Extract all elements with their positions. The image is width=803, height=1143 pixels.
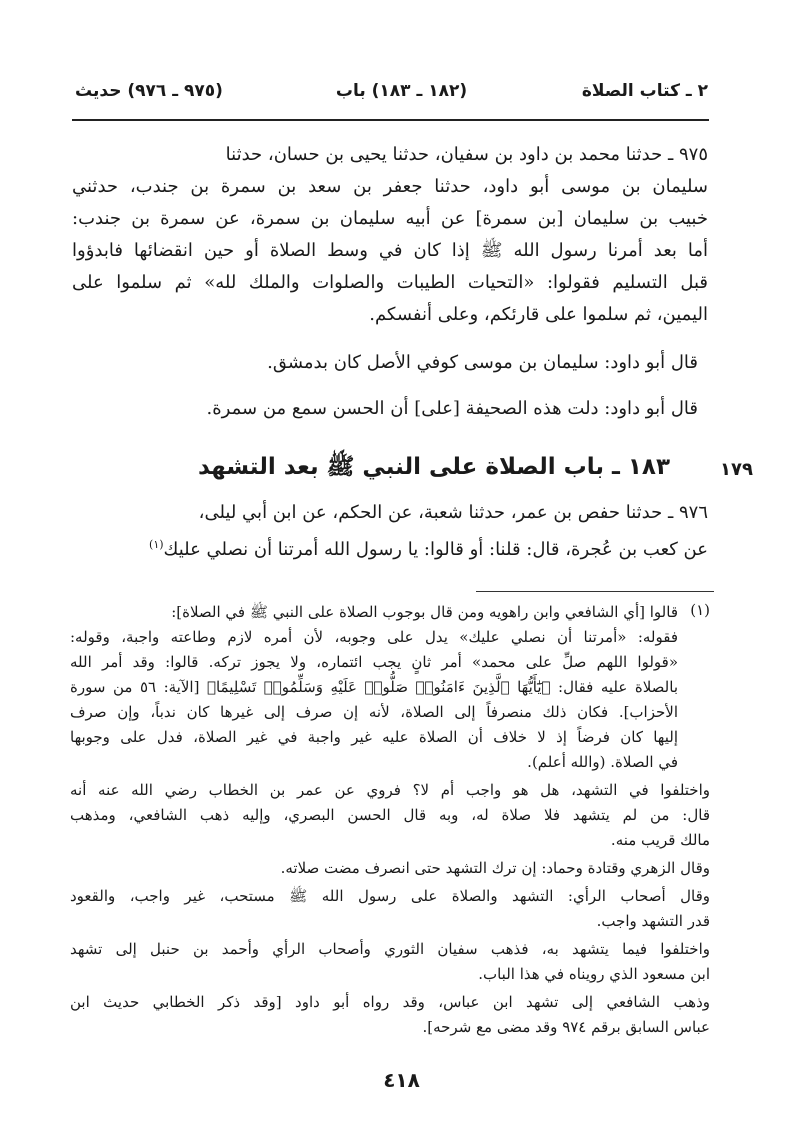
hadith-975-line: قبل التسليم فقولوا: «التحيات الطيبات والصلوات والملك لله» ثم سلموا على xyxy=(72,272,708,293)
hadith-976-text: عن كعب بن عُجرة، قال: قلنا: أو قالوا: يا رسول الله أمرتنا أن نصلي عليك xyxy=(163,539,708,560)
footnote-line: مالك قريب منه. xyxy=(610,831,710,849)
hadith-975-line: ٩٧٥ ـ حدثنا محمد بن داود بن سفيان، حدثنا يحيى بن حسان، حدثنا xyxy=(225,144,708,165)
hadith-975-line: خبيب بن سليمان [بن سمرة] عن أبيه سليمان بن سمرة، عن سمرة بن جندب: xyxy=(72,208,708,229)
footnote-line: «قولوا اللهم صلِّ على محمد» أمر ثانٍ يجب ائتماره، ولا يجوز تركه. قالوا: وقد أمر الله xyxy=(70,653,678,671)
footnote-line: واختلفوا فيما يتشهد به، فذهب سفيان الثوري وأصحاب الرأي وأحمد بن حنبل إلى تشهد xyxy=(70,940,710,958)
footnote-line: فقوله: «أمرتنا أن نصلي عليك» يدل على وجوبه، لأن أمره لازم وطاعته واجبة، وقوله: xyxy=(70,628,678,646)
header-rule xyxy=(72,119,709,121)
footnote-line: في الصلاة. (والله أعلم). xyxy=(527,753,678,771)
footnote-line: الأحزاب]. فكان ذلك منصرفاً إلى الصلاة، لأنه إن صرف إلى غيرها كان ندباً، وإن صرف xyxy=(70,703,678,721)
footnote-line: وذهب الشافعي إلى تشهد ابن عباس، وقد رواه أبو داود [وقد ذكر الخطابي حديث ابن xyxy=(70,993,710,1011)
footnote-line: عباس السابق برقم ٩٧٤ وقد مضى مع شرحه]. xyxy=(422,1018,710,1036)
footnote-line: إليها كان فرضاً إذ لا خلاف أن الصلاة عليه غير واجبة في غير الصلاة، فدل على وجوبها xyxy=(70,728,678,746)
hadith-975-line: اليمين، ثم سلموا على قارئكم، وعلى أنفسكم. xyxy=(369,304,708,325)
footnote-line: واختلفوا في التشهد، هل هو واجب أم لا؟ فروي عن عمر بن الخطاب رضي الله عنه أنه xyxy=(70,781,710,799)
header-chapter-range: (١٨٢ ـ ١٨٣) باب xyxy=(335,81,468,101)
footnote-line: قدر التشهد واجب. xyxy=(596,912,710,930)
page-number: ٤١٨ xyxy=(383,1068,420,1092)
hadith-975-line: سليمان بن موسى أبو داود، حدثنا جعفر بن سعد بن سمرة بن جندب، حدثني xyxy=(72,176,709,197)
footnote-line: ابن مسعود الذي رويناه في هذا الباب. xyxy=(478,965,710,983)
footnote-line: وقال الزهري وقتادة وحماد: إن ترك التشهد حتى انصرف مضت صلاته. xyxy=(280,859,710,877)
chapter-title: ١٨٣ ـ باب الصلاة على النبي ﷺ بعد التشهد xyxy=(197,454,670,480)
footnote-rule xyxy=(476,591,714,592)
hadith-976-line xyxy=(149,530,708,565)
abu-dawud-note: قال أبو داود: سليمان بن موسى كوفي الأصل كان بدمشق. xyxy=(267,352,698,373)
footnote-line: قالوا [أي الشافعي وابن راهويه ومن قال بوجوب الصلاة على النبي ﷺ في الصلاة]: xyxy=(171,603,678,621)
footnote-line: قال: من لم يتشهد فلا صلاة له، وبه قال الحسن البصري، وإليه ذهب الشافعي، ومذهب xyxy=(70,806,710,824)
header-book-title: ٢ ـ كتاب الصلاة xyxy=(581,81,708,101)
footnote-number: (١) xyxy=(690,601,710,619)
hadith-975-line: أما بعد أمرنا رسول الله ﷺ إذا كان في وسط الصلاة أو حين انقضائها فابدؤوا xyxy=(72,240,708,261)
footnote-line: بالصلاة عليه فقال: ﴿يَٰٓأَيُّهَا ٱلَّذِينَ ءَامَنُوا۟ صَلُّوا۟ عَلَيْهِ وَسَلِّمُوا۟ تَسْلِيمًا﴾ [الآية: ٥٦ من سورة xyxy=(70,678,678,696)
footnote-marker: (١) xyxy=(149,538,164,551)
footnote-line: وقال أصحاب الرأي: التشهد والصلاة على رسول الله ﷺ مستحب، غير واجب، والقعود xyxy=(70,887,710,905)
hadith-976-line: ٩٧٦ ـ حدثنا حفص بن عمر، حدثنا شعبة، عن الحكم، عن ابن أبي ليلى، xyxy=(198,502,708,523)
header-hadith-range: (٩٧٥ ـ ٩٧٦) حديث xyxy=(75,81,223,101)
abu-dawud-note: قال أبو داود: دلت هذه الصحيفة [على] أن الحسن سمع من سمرة. xyxy=(206,398,698,419)
margin-chapter-number: ١٧٩ xyxy=(720,459,753,480)
